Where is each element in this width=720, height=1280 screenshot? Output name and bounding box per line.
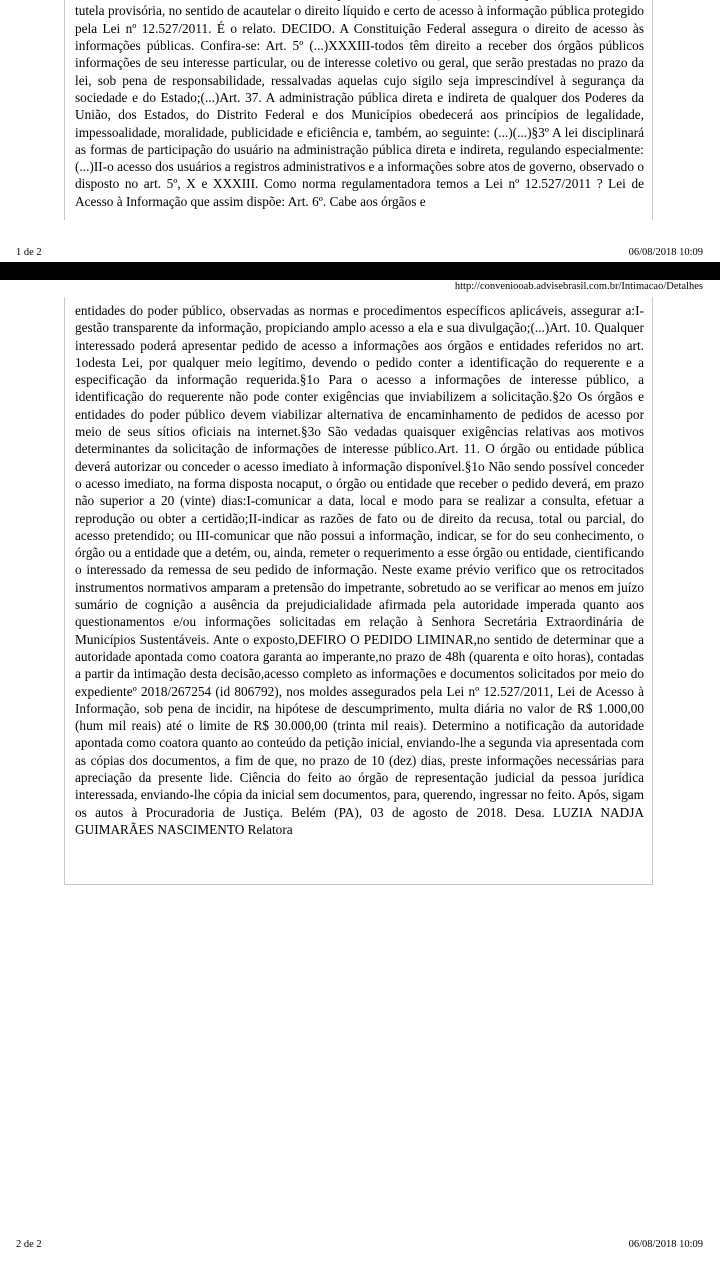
- document-page-1: [0, 0, 720, 262]
- page-footer: [16, 1239, 703, 1250]
- content-box: [64, 297, 653, 885]
- page-number: 2 de 2: [16, 1239, 42, 1250]
- decision-text-part-2: entidades do poder público, observadas as normas e procedimentos específicos aplicáveis, assegurar a:I-gestão transparente da informação, propiciando amplo acesso a ela e sua divulgação;(...)Art. 10. Qualquer interessado poderá apresentar pedido de acesso a informações aos órgãos e entidades referidos no art. 1odesta Lei, por qualquer meio legítimo, devendo o pedido conter a identificação do requerente e a especificação da informação requerida.§1o Para o acesso a informações de interesse público, a identificação do requerente não pode conter exigências que inviabilizem a solicitação.§2o Os órgãos e entidades do poder público devem viabilizar alternativa de encaminhamento de pedidos de acesso por meio de seus sítios oficiais na internet.§3o São vedadas quaisquer exigências relativas aos motivos determinantes da solicitação de informações de interesse público.Art. 11. O órgão ou entidade pública deverá autorizar ou conceder o acesso imediato à informação disponível.§1o Não sendo possível conceder o acesso imediato, na forma disposta nocaput, o órgão ou entidade que receber o pedido deverá, em prazo não superior a 20 (vinte) dias:I-comunicar a data, local e modo para se realizar a consulta, efetuar a reprodução ou obter a certidão;II-indicar as razões de fato ou de direito da recusa, total ou parcial, do acesso pretendido; ou III-comunicar que não possui a informação, indicar, se for do seu conhecimento, o órgão ou a entidade que a detém, ou, ainda, remeter o requerimento a esse órgão ou entidade, cientificando o interessado da remessa de seu pedido de informação. Neste exame prévio verifico que os retrocitados instrumentos normativos amparam a pretensão do impetrante, sobretudo ao se verificar ao menos em juízo sumário de cognição a ausência da prejudicialidade afirmada pela autoridade imperada quanto aos questionamentos e/ou informações solicitadas em relação à Senhora Secretária Extraordinária de Municípios Sustentáveis. Ante o exposto,DEFIRO O PEDIDO LIMINAR,no sentido de determinar que a autoridade apontada como coatora garanta ao imperante,no prazo de 48h (quarenta e oito horas), contadas a partir da intimação desta decisão,acesso completo as informações e documentos solicitados por meio do expedienteº 2018/267254 (id 806792), nos moldes assegurados pela Lei nº 12.527/2011, Lei de Acesso à Informação, sob pena de incidir, na hipótese de descumprimento, multa diária no valor de R$ 1.000,00 (hum mil reais) até o limite de R$ 30.000,00 (trinta mil reais). Determino a notificação da autoridade apontada como coatora quanto ao conteúdo da petição inicial, enviando-lhe a segunda via apresentada com as cópias dos documentos, a fim de que, no prazo de 10 (dez) dias, preste informações necessárias para apreciação da presente lide. Ciência do feito ao órgão de representação judicial da pessoa jurídica interessada, enviando-lhe cópia da inicial sem documentos, para, querendo, ingressar no feito. Após, sigam os autos à Procuradoria de Justiça. Belém (PA), 03 de agosto de 2018. Desa. LUZIA NADJA GUIMARÃES NASCIMENTO Relatora: [75, 303, 645, 837]
- print-timestamp: 06/08/2018 10:09: [628, 1239, 703, 1250]
- content-box: [64, 0, 653, 220]
- page-url: http://conveniooab.advisebrasil.com.br/Intimacao/Detalhes: [454, 281, 703, 292]
- print-timestamp: 06/08/2018 10:09: [628, 247, 703, 258]
- decision-text-part-1: tutela provisória, no sentido de acautelar o direito líquido e certo de acesso à informação pública protegido pela Lei nº 12.527/2011. É o relato. DECIDO. A Constituição Federal assegura o direito de acesso às informações públicas. Confira-se: Art. 5º (...)XXXIII-todos têm direito a receber dos órgãos públicos informações de seu interesse particular, ou de interesse coletivo ou geral, que serão prestadas no prazo da lei, sob pena de responsabilidade, ressalvadas aquelas cujo sigilo seja imprescindível à segurança da sociedade e do Estado;(...)Art. 37. A administração pública direta e indireta de qualquer dos Poderes da União, dos Estados, do Distrito Federal e dos Municípios obedecerá aos princípios de legalidade, impessoalidade, moralidade, publicidade e eficiência e, também, ao seguinte: (...)(...)§3º A lei disciplinará as formas de participação do usuário na administração pública direta e indireta, regulando especialmente: (...)II-o acesso dos usuários a registros administrativos e a informações sobre atos de governo, observado o disposto no art. 5º, X e XXXIII. Como norma regulamentadora temos a Lei nº 12.527/2011 ? Lei de Acesso à Informação que assim dispõe: Art. 6º. Cabe aos órgãos e: [75, 3, 644, 209]
- page-footer: [16, 247, 703, 258]
- document-page-2: [0, 280, 720, 1280]
- page-number: 1 de 2: [16, 247, 42, 258]
